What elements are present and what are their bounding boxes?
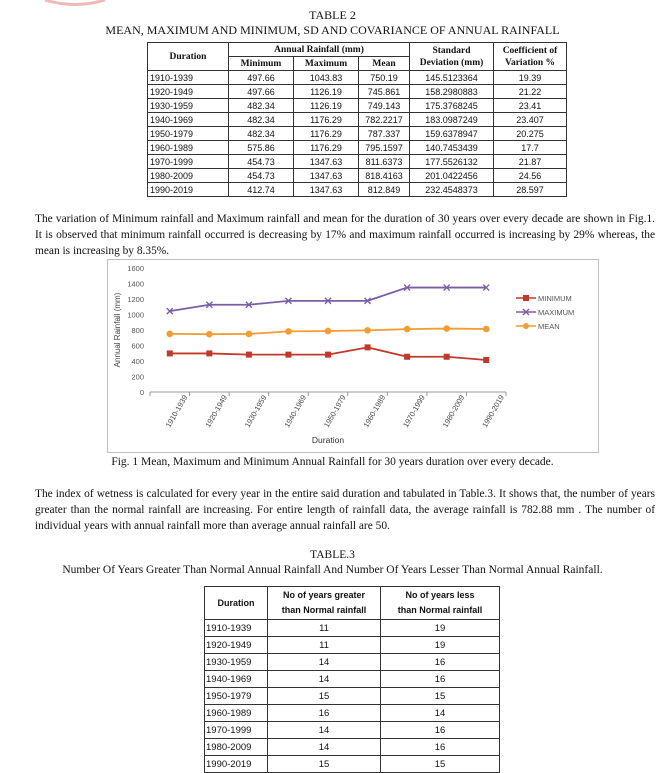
cell-less: 19 xyxy=(381,637,500,654)
decorative-arc xyxy=(40,0,110,6)
cell-cv: 20.275 xyxy=(494,127,567,141)
data-point-minimum xyxy=(167,350,173,356)
t3-col-duration: Duration xyxy=(205,587,268,620)
legend-marker xyxy=(523,323,529,329)
cell-cv: 28.597 xyxy=(494,183,567,197)
cell-maximum: 1176.29 xyxy=(294,113,359,127)
cell-maximum: 1126.19 xyxy=(294,99,359,113)
data-point-minimum xyxy=(285,352,291,358)
cell-sd: 159.6378947 xyxy=(410,127,494,141)
y-axis-label: Annual Rainfall (mm) xyxy=(113,292,122,368)
cell-greater: 11 xyxy=(268,637,381,654)
table3 xyxy=(204,586,500,773)
col-mean: Mean xyxy=(359,57,410,71)
col-maximum: Maximum xyxy=(294,57,359,71)
cell-less: 16 xyxy=(381,654,500,671)
cell-duration: 1940-1969 xyxy=(205,671,268,688)
data-point-mean xyxy=(166,331,173,338)
table3-caption: Number Of Years Greater Than Normal Annual Rainfall And Number Of Years Lesser Than Normal Annual Rainfall. xyxy=(62,564,603,576)
data-point-minimum xyxy=(246,352,252,358)
legend-label: MINIMUM xyxy=(538,294,572,303)
x-axis-label: Duration xyxy=(311,435,345,445)
data-point-mean xyxy=(325,328,332,335)
cell-mean: 818.4163 xyxy=(359,169,410,183)
col-minimum: Minimum xyxy=(229,57,294,71)
paragraph-1: The variation of Minimum rainfall and Maximum rainfall and mean for the duration of 30 years over every decade are shown in Fig.1. It is observed that minimum rainfall occurred is decreasing by 17% and maximum rainfall occurred is increasing by 29% whereas, the mean is increasing by 8.35%. xyxy=(35,213,655,257)
cell-duration: 1990-2019 xyxy=(148,183,229,197)
cell-duration: 1930-1959 xyxy=(205,654,268,671)
col-cv-line1: Coefficient of xyxy=(502,45,558,56)
data-point-mean xyxy=(483,326,490,333)
table-row xyxy=(205,705,500,722)
cell-mean: 787.337 xyxy=(359,127,410,141)
t3-col-greater xyxy=(268,587,381,620)
table2-body xyxy=(148,71,567,197)
legend-marker xyxy=(523,295,529,301)
cell-greater: 14 xyxy=(268,739,381,756)
cell-cv: 21.87 xyxy=(494,155,567,169)
cell-minimum: 412.74 xyxy=(229,183,294,197)
cell-maximum: 1176.29 xyxy=(294,127,359,141)
cell-less: 16 xyxy=(381,739,500,756)
data-point-mean xyxy=(364,327,371,334)
cell-duration: 1910-1939 xyxy=(205,620,268,637)
cell-minimum: 482.34 xyxy=(229,127,294,141)
table-row xyxy=(205,620,500,637)
cell-minimum: 454.73 xyxy=(229,155,294,169)
data-point-minimum xyxy=(444,354,450,360)
table-row xyxy=(205,637,500,654)
y-tick-label: 200 xyxy=(131,372,144,382)
table-row xyxy=(205,671,500,688)
cell-mean: 795.1597 xyxy=(359,141,410,155)
x-tick-label: 1930-1959 xyxy=(242,393,269,429)
cell-mean: 812.849 xyxy=(359,183,410,197)
cell-minimum: 497.66 xyxy=(229,85,294,99)
x-tick-label: 1950-1979 xyxy=(321,393,348,429)
table-row xyxy=(148,71,567,85)
data-point-minimum xyxy=(206,350,212,356)
cell-maximum: 1043.83 xyxy=(294,71,359,85)
cell-less: 16 xyxy=(381,671,500,688)
cell-duration: 1980-2009 xyxy=(205,739,268,756)
x-tick-label: 1970-1999 xyxy=(401,393,427,429)
t3-col-less-line1: No of years less xyxy=(405,590,475,600)
table-row xyxy=(148,99,567,113)
cell-sd: 183.0987249 xyxy=(410,113,494,127)
cell-duration: 1950-1979 xyxy=(205,688,268,705)
figure-caption: Fig. 1 Mean, Maximum and Minimum Annual Rainfall for 30 years duration over every decade. xyxy=(111,456,554,468)
x-tick-label: 1940-1969 xyxy=(282,393,309,429)
cell-less: 16 xyxy=(381,722,500,739)
cell-sd: 145.5123364 xyxy=(410,71,494,85)
table-row xyxy=(148,169,567,183)
cell-sd: 177.5526132 xyxy=(410,155,494,169)
data-point-minimum xyxy=(365,344,371,350)
col-sd xyxy=(410,43,494,71)
y-tick-label: 0 xyxy=(139,388,144,397)
data-point-mean xyxy=(206,331,213,338)
cell-duration: 1990-2019 xyxy=(205,756,268,773)
cell-maximum: 1176.29 xyxy=(294,141,359,155)
table-row xyxy=(205,654,500,671)
x-tick-label: 1980-2009 xyxy=(440,393,467,429)
table-row xyxy=(148,155,567,169)
cell-greater: 14 xyxy=(268,671,381,688)
table-row xyxy=(205,722,500,739)
table-row xyxy=(205,756,500,773)
cell-greater: 14 xyxy=(268,654,381,671)
table-row xyxy=(148,113,567,127)
cell-greater: 11 xyxy=(268,620,381,637)
cell-maximum: 1347.63 xyxy=(294,183,359,197)
cell-less: 14 xyxy=(381,705,500,722)
t3-col-greater-line2: than Normal rainfall xyxy=(281,605,367,615)
t3-col-less xyxy=(381,587,500,620)
cell-maximum: 1347.63 xyxy=(294,155,359,169)
table-row xyxy=(205,739,500,756)
data-point-mean xyxy=(246,331,253,338)
cell-cv: 17.7 xyxy=(494,141,567,155)
cell-cv: 19.39 xyxy=(494,71,567,85)
cell-duration: 1940-1969 xyxy=(148,113,229,127)
cell-cv: 23.41 xyxy=(494,99,567,113)
cell-duration: 1920-1949 xyxy=(148,85,229,99)
table-row xyxy=(205,688,500,705)
data-point-mean xyxy=(443,325,450,332)
y-tick-label: 1200 xyxy=(127,295,144,304)
cell-minimum: 575.86 xyxy=(229,141,294,155)
y-tick-label: 800 xyxy=(131,326,144,335)
x-tick-label: 1990-2019 xyxy=(480,393,506,429)
col-duration: Duration xyxy=(148,43,229,71)
y-tick-label: 1400 xyxy=(127,279,144,289)
table-row xyxy=(148,127,567,141)
cell-sd: 201.0422456 xyxy=(410,169,494,183)
cell-duration: 1980-2009 xyxy=(148,169,229,183)
cell-sd: 232.4548373 xyxy=(410,183,494,197)
legend-label: MEAN xyxy=(538,322,560,331)
cell-mean: 749.143 xyxy=(359,99,410,113)
rainfall-line-chart xyxy=(108,260,598,452)
data-point-minimum xyxy=(325,352,331,358)
table2-caption: MEAN, MAXIMUM AND MINIMUM, SD AND COVARIANCE OF ANNUAL RAINFALL xyxy=(105,23,560,37)
cell-duration: 1970-1999 xyxy=(148,155,229,169)
cell-sd: 158.2980883 xyxy=(410,85,494,99)
col-annual-rainfall: Annual Rainfall (mm) xyxy=(229,43,410,57)
cell-mean: 782.2217 xyxy=(359,113,410,127)
cell-greater: 16 xyxy=(268,705,381,722)
cell-less: 15 xyxy=(381,688,500,705)
paragraph-2: The index of wetness is calculated for every year in the entire said duration and tabulated in Table.3. It shows that, the number of years greater than the normal rainfall are increasing. For entire length of rainfall data, the average rainfall is 782.88 mm . The number of individual years with annual rainfall more than average annual rainfall are 50. xyxy=(35,488,655,532)
col-cv xyxy=(494,43,567,71)
t3-col-less-line2: than Normal rainfall xyxy=(397,605,483,615)
y-tick-label: 400 xyxy=(131,357,144,366)
cell-minimum: 482.34 xyxy=(229,99,294,113)
x-tick-label: 1910-1939 xyxy=(163,393,190,429)
table-row xyxy=(148,141,567,155)
table-row xyxy=(148,85,567,99)
x-tick-label: 1920-1949 xyxy=(203,393,230,429)
data-point-minimum xyxy=(404,354,410,360)
cell-cv: 23.407 xyxy=(494,113,567,127)
cell-greater: 15 xyxy=(268,756,381,773)
cell-less: 19 xyxy=(381,620,500,637)
t3-col-greater-line1: No of years greater xyxy=(282,590,366,600)
cell-maximum: 1126.19 xyxy=(294,85,359,99)
cell-duration: 1960-1989 xyxy=(205,705,268,722)
cell-cv: 24.56 xyxy=(494,169,567,183)
data-point-mean xyxy=(404,326,411,333)
data-point-mean xyxy=(285,328,292,335)
cell-greater: 15 xyxy=(268,688,381,705)
cell-mean: 811.6373 xyxy=(359,155,410,169)
cell-duration: 1970-1999 xyxy=(205,722,268,739)
cell-mean: 750.19 xyxy=(359,71,410,85)
data-point-minimum xyxy=(483,357,489,363)
col-sd-line2: Deviation (mm) xyxy=(419,57,484,68)
table3-title: TABLE.3 xyxy=(310,549,355,561)
cell-sd: 175.3768245 xyxy=(410,99,494,113)
series-line-maximum xyxy=(170,288,486,312)
cell-minimum: 482.34 xyxy=(229,113,294,127)
chart-frame xyxy=(107,259,599,453)
cell-minimum: 454.73 xyxy=(229,169,294,183)
x-tick-label: 1960-1989 xyxy=(361,393,388,429)
cell-duration: 1930-1959 xyxy=(148,99,229,113)
cell-duration: 1950-1979 xyxy=(148,127,229,141)
cell-cv: 21.22 xyxy=(494,85,567,99)
cell-duration: 1960-1989 xyxy=(148,141,229,155)
legend-label: MAXIMUM xyxy=(538,308,575,317)
cell-greater: 14 xyxy=(268,722,381,739)
table2-title: TABLE 2 xyxy=(309,8,356,22)
y-tick-label: 600 xyxy=(131,341,144,351)
cell-maximum: 1347.63 xyxy=(294,169,359,183)
y-tick-label: 1600 xyxy=(127,264,144,273)
cell-minimum: 497.66 xyxy=(229,71,294,85)
table2 xyxy=(147,42,567,197)
col-cv-line2: Variation % xyxy=(504,57,556,68)
table3-body xyxy=(205,620,500,773)
cell-sd: 140.7453439 xyxy=(410,141,494,155)
cell-duration: 1910-1939 xyxy=(148,71,229,85)
table-row xyxy=(148,183,567,197)
y-tick-label: 1000 xyxy=(127,310,144,320)
cell-mean: 745.861 xyxy=(359,85,410,99)
col-sd-line1: Standard xyxy=(432,45,471,56)
cell-duration: 1920-1949 xyxy=(205,637,268,654)
cell-less: 15 xyxy=(381,756,500,773)
